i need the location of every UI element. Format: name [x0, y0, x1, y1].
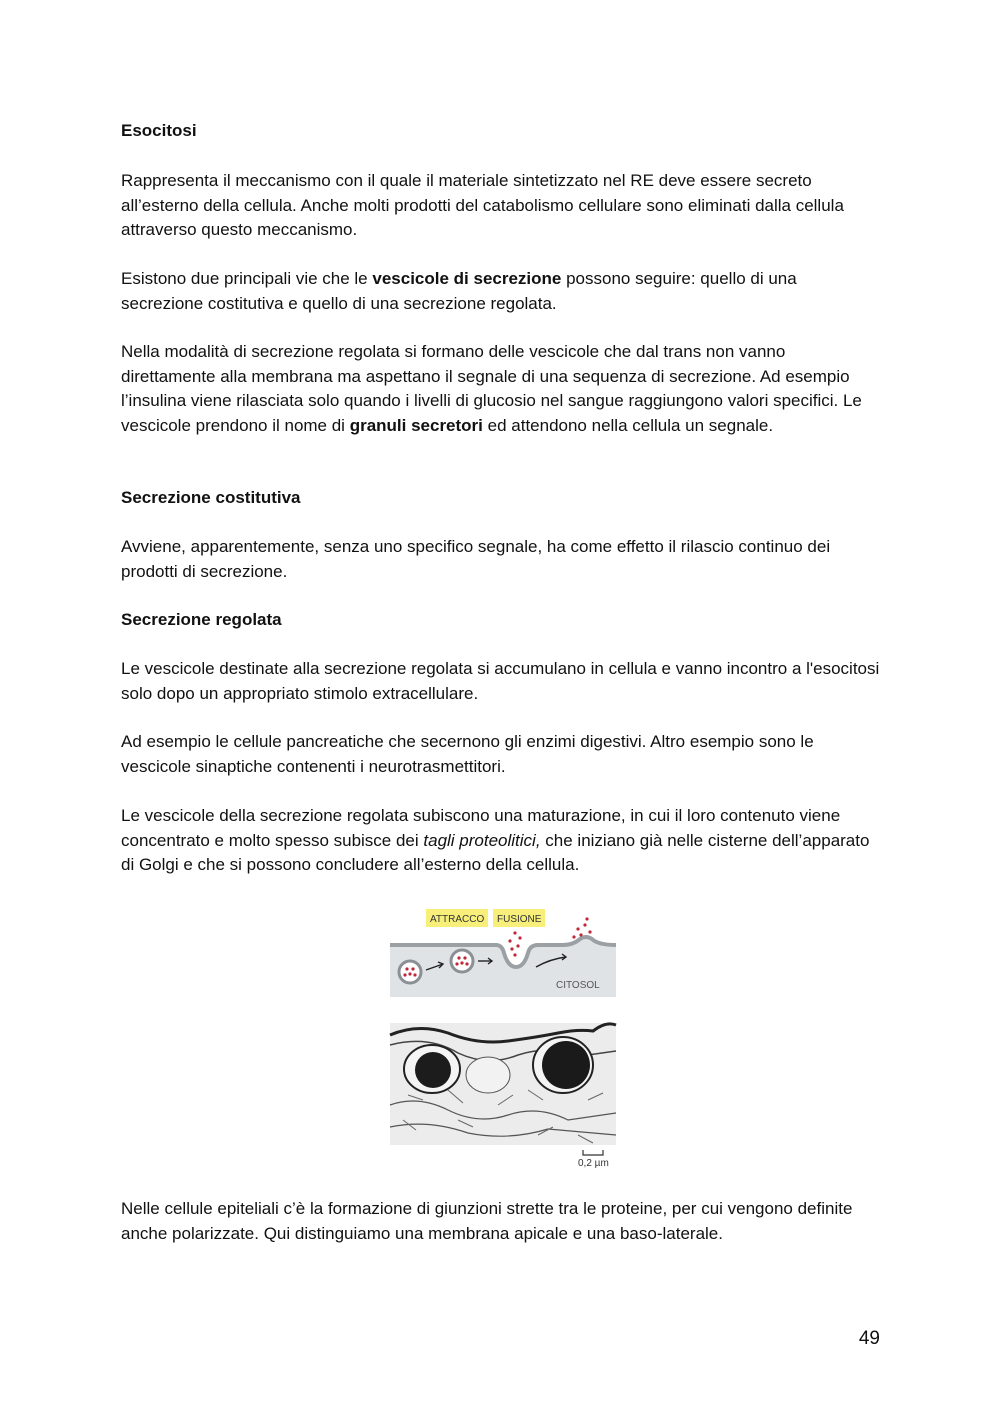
text-run: ed attendono nella cellula un segnale. — [482, 415, 774, 435]
page-number: 49 — [858, 1328, 880, 1349]
text-run: Nella modalità di secrezione regolata si formano delle vescicole che dal trans non vanno direttamente alla membrana ma aspettano il segnale di una sequenza di secrezione. Ad esempio l’insulina viene rilasciata solo quando i livelli di glucosio nel sangue raggiungono valori specifici. Le vescicole prendono il nome di — [121, 342, 862, 435]
fusione-label: FUSIONE — [497, 914, 542, 925]
paragraph-intro: Rappresenta il meccanismo con il quale il materiale sintetizzato nel RE deve essere secreto all’esterno della cellula. Anche molti prodotti del catabolismo cellulare sono eliminati dalla cellula attraverso questo meccanismo. — [121, 171, 844, 239]
text-run: Esistono due principali vie che le — [121, 269, 373, 288]
electron-micrograph — [390, 1023, 616, 1145]
heading-regolata: Secrezione regolata — [121, 610, 282, 629]
vesicle-2 — [451, 950, 473, 972]
paragraph-regolata: Le vescicole destinate alla secrezione regolata si accumulano in cellula e vanno incontro a l'esocitosi solo dopo un appropriato stimolo extracellulare. — [121, 659, 880, 703]
exocytosis-diagram — [388, 905, 620, 1170]
text-run: che iniziano già nelle cisterne dell’apparato di Golgi e che si possono concludere all’esterno della cellula. — [121, 830, 870, 874]
heading-costitutiva: Secrezione costitutiva — [121, 488, 301, 507]
exocytosis-figure — [388, 905, 620, 1170]
paragraph-esempi: Ad esempio le cellule pancreatiche che secernono gli enzimi digestivi. Altro esempio sono le vescicole sinaptiche contenenti i neurotrasmettitori. — [121, 732, 814, 776]
section-title: Esocitosi — [121, 121, 197, 140]
paragraph-regolata-modalita — [121, 340, 881, 438]
attracco-label: ATTRACCO — [430, 914, 485, 925]
text-run: Le vescicole della secrezione regolata subiscono una maturazione, in cui il loro contenuto viene concentrato e molto spesso subisce dei — [121, 806, 841, 850]
vesicle-1 — [399, 961, 421, 983]
citosol-label: CITOSOL — [556, 980, 600, 991]
fusing-vesicle-content — [508, 931, 521, 956]
scale-bar — [583, 1150, 603, 1155]
text-run: possono seguire: quello di una secrezione costitutiva e quello di una secrezione regolata. — [121, 269, 797, 313]
bold-term: granuli secretori — [349, 415, 483, 435]
paragraph-vie — [121, 267, 881, 316]
scale-label: 0,2 µm — [578, 1158, 609, 1169]
bold-term: vescicole di secrezione — [372, 269, 562, 288]
italic-term: tagli proteolitici, — [423, 830, 541, 850]
paragraph-epiteliali: Nelle cellule epiteliali c’è la formazione di giunzioni strette tra le proteine, per cui vengono definite anche polarizzate. Qui distinguiamo una membrana apicale e una baso-laterale. — [121, 1199, 853, 1243]
paragraph-costitutiva: Avviene, apparentemente, senza uno specifico segnale, ha come effetto il rilascio continuo dei prodotti di secrezione. — [121, 537, 831, 581]
paragraph-maturazione — [121, 804, 881, 878]
